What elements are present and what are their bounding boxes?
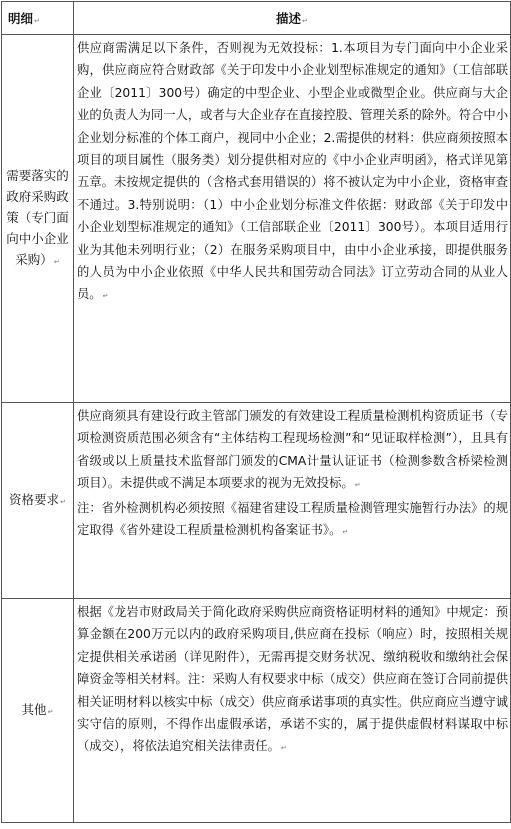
paragraph-mark-icon: ↵ <box>280 744 287 753</box>
paragraph-mark-icon: ↵ <box>342 528 349 537</box>
table-row-procurement-policy <box>2 35 511 403</box>
header-description-label: 描述 <box>276 11 302 26</box>
paragraph-mark-icon: ↵ <box>34 17 40 25</box>
description-paragraph <box>77 405 508 497</box>
paragraph-mark-icon: ↵ <box>354 481 361 490</box>
row-label-cell <box>2 35 74 403</box>
row-description-cell <box>74 599 511 823</box>
table-header-row <box>2 2 511 35</box>
description-text: 供应商需满足以下条件，否则视为无效投标：1.本项目为专门面向中小企业采购，供应商应符合财政部《关于印发中小企业划型标准规定的通知》（工信部联企业〔2011〕300号）确定的中型企业、小型企业或微型企业。供应商与大企业的负责人为同一人，或者与大企业存在直接控股、管理关系的除外。符合中小企业划分标准的个体工商户，视同中小企业；2.需提供的材料：供应商须按照本项目的项目属性（服务类）划分提供相对应的《中小企业声明函》，格式详见第五章。未按规定提供的（含格式套用错误的）将不被认定为中小企业，资格审查不通过。3.特别说明：（1）中小企业划分标准文件依据：财政部《关于印发中小企业划型标准规定的通知》（工信部联企业〔2011〕300号）。本项目适用行业为其他未列明行业；（2）在服务采购项目中，由中小企业承接，即提供服务的人员为中小企业依照《中华人民共和国劳动合同法》订立劳动合同的从业人员。 <box>77 41 508 302</box>
header-detail-label: 明细 <box>8 11 34 26</box>
description-paragraph <box>77 37 508 308</box>
row-label-cell <box>2 403 74 599</box>
description-text: 注：省外检测机构必须按照《福建省建设工程质量检测管理实施暂行办法》的规定取得《省外建设工程质量检测机构备案证书》。 <box>77 500 508 538</box>
requirements-table <box>1 1 511 823</box>
description-note-paragraph <box>77 497 508 544</box>
paragraph-mark-icon: ↵ <box>47 707 54 716</box>
row-label-other: 其他 <box>21 701 47 717</box>
row-label-procurement-policy: 需要落实的政府采购政策（专门面向中小企业采购） <box>6 167 69 267</box>
header-detail-cell <box>2 2 74 35</box>
paragraph-mark-icon: ↵ <box>102 292 109 301</box>
row-label-cell <box>2 599 74 823</box>
row-description-cell <box>74 35 511 403</box>
description-paragraph <box>77 601 508 760</box>
row-description-cell <box>74 403 511 599</box>
table-row-other <box>2 599 511 823</box>
paragraph-mark-icon: ↵ <box>302 17 308 25</box>
paragraph-mark-icon: ↵ <box>60 497 66 506</box>
header-description-cell <box>74 2 511 35</box>
description-text: 供应商须具有建设行政主管部门颁发的有效建设工程质量检测机构资质证书（专项检测资质范围必须含有“主体结构工程现场检测”和“见证取样检测”），且具有省级或以上质量技术监督部门颁发的CMA计量认证证书（检测参数含桥梁检测项目）。未提供或不满足本项要求的视为无效投标。 <box>77 409 508 491</box>
table-row-qualification <box>2 403 511 599</box>
row-label-qualification: 资格要求 <box>9 491 60 507</box>
paragraph-mark-icon: ↵ <box>53 257 60 266</box>
description-text: 根据《龙岩市财政局关于简化政府采购供应商资格证明材料的通知》中规定：预算金额在200万元以内的政府采购项目,供应商在投标（响应）时，按照相关规定提供相关承诺函（详见附件），无需再提交财务状况、缴纳税收和缴纳社会保障资金等相关材料。注：采购人有权要求中标（成交）供应商在签订合同前提供相关证明材料以核实中标（成交）供应商承诺事项的真实性。供应商应当遵守诚实守信的原则，不得作出虚假承诺，承诺不实的，属于提供虚假材料谋取中标（成交），将依法追究相关法律责任。 <box>77 605 508 754</box>
